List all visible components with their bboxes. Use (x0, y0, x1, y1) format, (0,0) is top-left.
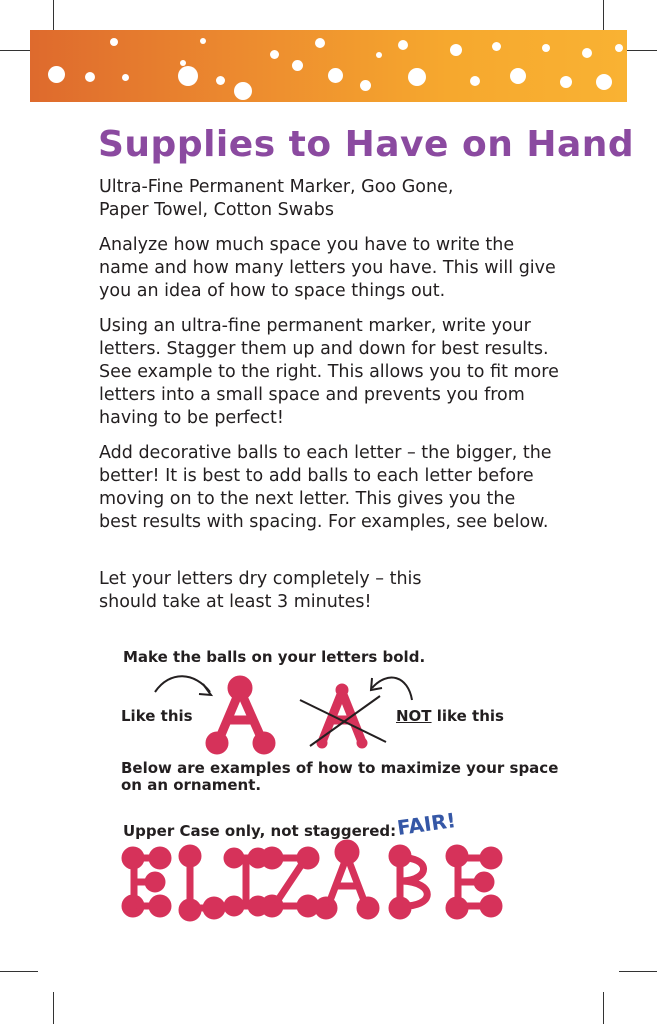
banner-dot (85, 72, 95, 82)
banner-dot (615, 44, 623, 52)
header-banner (30, 30, 627, 102)
page-title: Supplies to Have on Hand (98, 124, 635, 165)
cross-out-mark (300, 700, 386, 742)
banner-dot (178, 66, 198, 86)
banner-dot (234, 82, 252, 100)
banner-dot (110, 38, 118, 46)
arrow-left-icon (372, 678, 412, 700)
uppercase-label: Upper Case only, not staggered: (123, 822, 397, 840)
arrowhead (199, 684, 211, 695)
crop-mark (0, 971, 38, 972)
cross-out-mark (310, 696, 380, 746)
banner-dot (292, 60, 303, 71)
banner-dot (398, 40, 408, 50)
not-like-this-label (396, 707, 504, 725)
instruction-paragraph: Using an ultra-fine permanent marker, write your letters. Stagger them up and down for best results. See example to the right. This allows you to fit more letters into a small space and prevents you from having to be perfect! (99, 316, 559, 428)
instruction-paragraph: Let your letters dry completely – this should take at least 3 minutes! (99, 569, 422, 612)
not-emphasis: NOT (396, 707, 432, 725)
banner-dot (470, 76, 480, 86)
crop-mark (53, 992, 54, 1024)
banner-dot (596, 74, 612, 90)
arrow-right-icon (155, 676, 210, 692)
banner-dot (510, 68, 526, 84)
examples-intro-line2: on an ornament. (121, 776, 262, 794)
like-this-label: Like this (121, 707, 193, 725)
banner-dot (408, 68, 426, 86)
examples-intro-line1: Below are examples of how to maximize your space (121, 759, 559, 777)
crop-mark (619, 971, 657, 972)
name-example-elizabe (125, 843, 499, 918)
crop-mark (603, 992, 604, 1024)
instruction-paragraph: Add decorative balls to each letter – the bigger, the better! It is best to add balls to each letter before moving on to the next letter. This gives you the best results with spacing. For examples, see below. (99, 443, 552, 532)
banner-dot (48, 66, 65, 83)
not-rest: like this (431, 707, 504, 725)
crop-mark (603, 0, 604, 30)
arrowhead (371, 678, 382, 690)
thin-letter-a (317, 684, 367, 748)
rating-badge: FAIR! (395, 808, 458, 840)
examples-intro (121, 760, 558, 794)
banner-dot (376, 52, 382, 58)
banner-dot (315, 38, 325, 48)
banner-dot (492, 42, 501, 51)
banner-dot (582, 48, 592, 58)
banner-dot (216, 76, 225, 85)
bold-letter-a (206, 676, 275, 754)
banner-dot (360, 80, 371, 91)
banner-dot (200, 38, 206, 44)
illustration-heading: Make the balls on your letters bold. (123, 648, 426, 666)
banner-dot (270, 50, 279, 59)
banner-dot (122, 74, 129, 81)
instruction-paragraph: Analyze how much space you have to write the name and how many letters you have. This will give you an idea of how to space things out. (99, 235, 556, 301)
crop-mark (53, 0, 54, 30)
banner-dot (180, 60, 186, 66)
banner-dot (328, 68, 343, 83)
banner-dot (542, 44, 550, 52)
banner-dot (560, 76, 572, 88)
supplies-list: Ultra-Fine Permanent Marker, Goo Gone, Paper Towel, Cotton Swabs (99, 177, 454, 220)
banner-dot (450, 44, 462, 56)
